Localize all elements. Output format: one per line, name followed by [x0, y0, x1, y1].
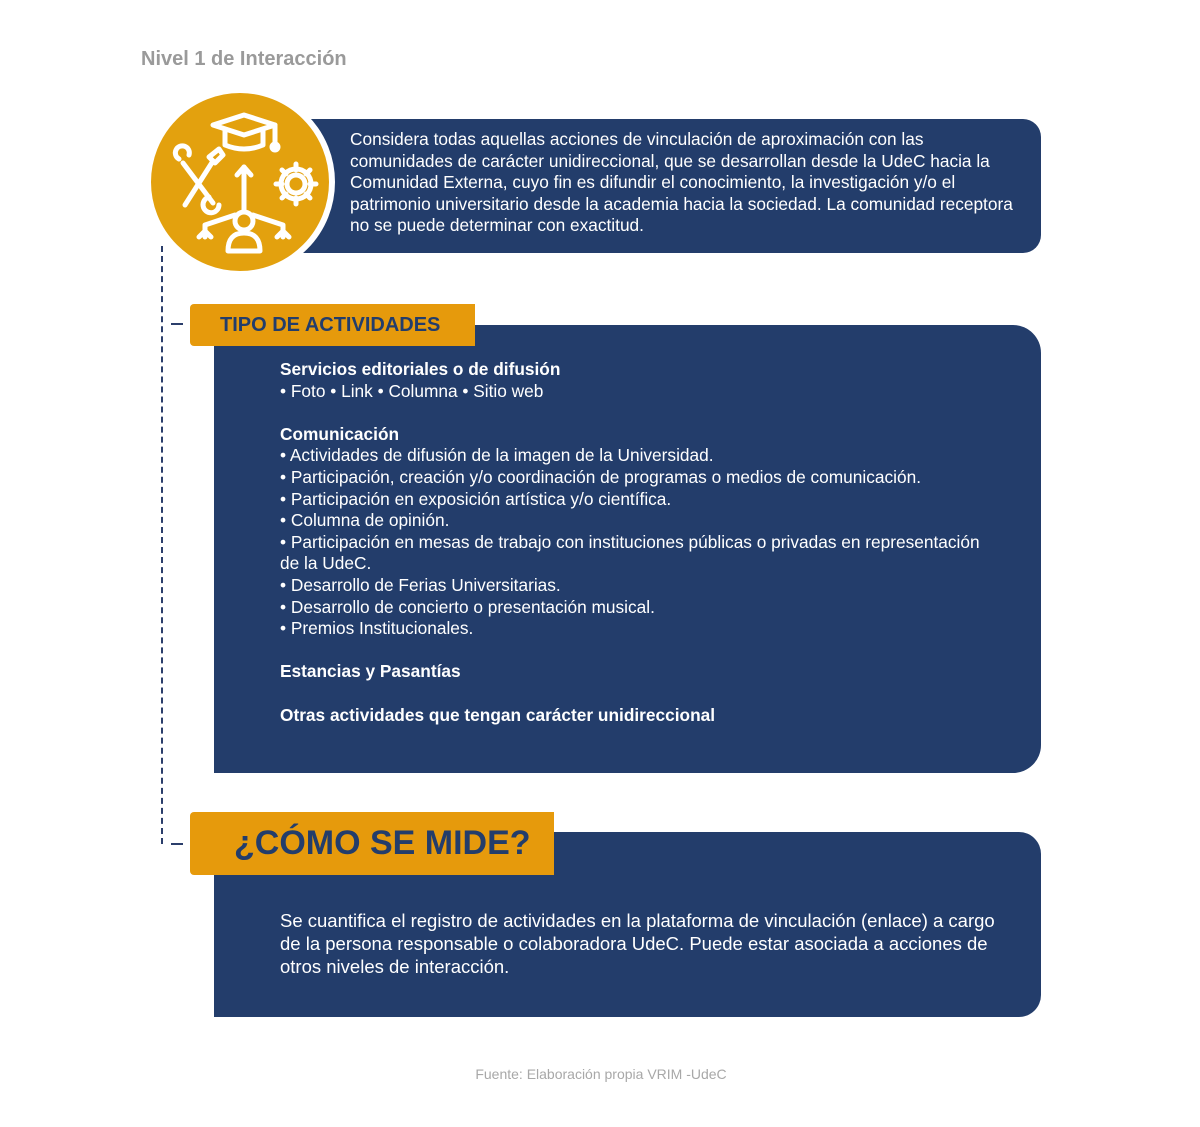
section-editorial — [280, 359, 1000, 402]
intro-text: Considera todas aquellas acciones de vinculación de aproximación con las comunidades de carácter unidireccional, que se desarrollan desde la UdeC hacia la Comunidad Externa, cuyo fin es difundir el conocimiento, la investigación y/o el patrimonio universitario desde la academia hacia la sociedad. La comunidad receptora no se puede determinar con exactitud. — [350, 129, 1013, 236]
list-item: • Participación, creación y/o coordinación de programas o medios de comunicación. — [280, 466, 921, 487]
measure-text: Se cuantifica el registro de actividades en la plataforma de vinculación (enlace) a cargo de la persona responsable o colaboradora UdeC. Puede estar asociada a acciones de otros niveles de interacción. — [280, 910, 995, 977]
activities-tab-label: TIPO DE ACTIVIDADES — [190, 304, 475, 346]
list-item: • Desarrollo de Ferias Universitarias. — [280, 574, 561, 595]
list-item: • Participación en mesas de trabajo con instituciones públicas o privadas en representación de la UdeC. — [280, 531, 980, 574]
source-note: Fuente: Elaboración propia VRIM -UdeC — [475, 1066, 727, 1082]
section-internships — [280, 661, 1000, 683]
measure-tab-label: ¿CÓMO SE MIDE? — [190, 812, 554, 875]
timeline-tick-measure — [171, 843, 183, 845]
section-heading: Comunicación — [280, 423, 400, 444]
section-communication — [280, 424, 1000, 640]
timeline-connector — [161, 246, 163, 844]
list-item: • Participación en exposición artística y/o científica. — [280, 488, 672, 509]
section-other — [280, 705, 1000, 727]
level-title: Nivel 1 de Interacción — [141, 48, 347, 70]
timeline-tick-activities — [171, 323, 183, 325]
section-heading: Otras actividades que tengan carácter unidireccional — [280, 704, 716, 725]
section-heading: Servicios editoriales o de difusión — [280, 359, 561, 379]
list-item: • Actividades de difusión de la imagen de la Universidad. — [280, 445, 714, 466]
list-item: • Premios Institucionales. — [280, 618, 474, 639]
education-tools-community-icon — [145, 87, 335, 277]
list-item: • Desarrollo de concierto o presentación musical. — [280, 596, 655, 617]
list-item: • Foto • Link • Columna • Sitio web — [280, 380, 544, 401]
section-heading: Estancias y Pasantías — [280, 661, 461, 682]
activities-list — [280, 359, 1000, 726]
list-item: • Columna de opinión. — [280, 510, 450, 531]
